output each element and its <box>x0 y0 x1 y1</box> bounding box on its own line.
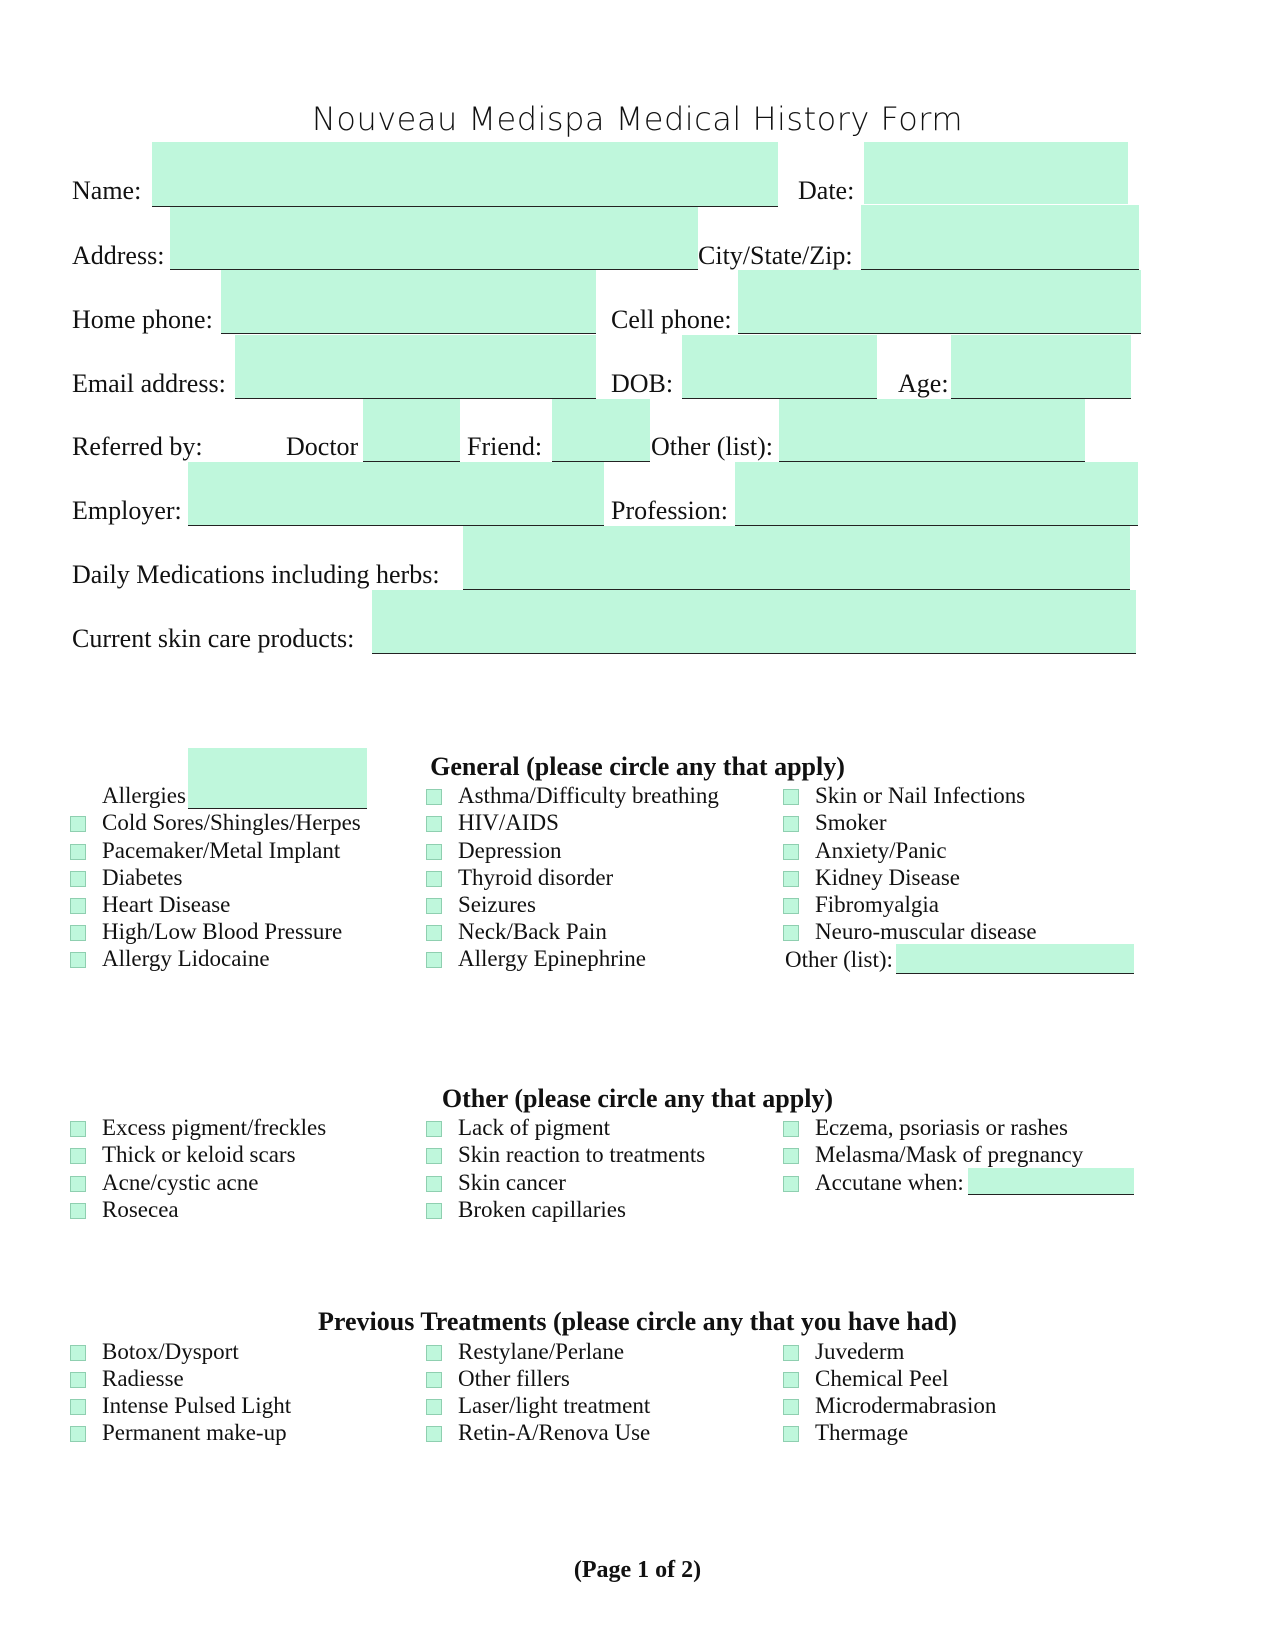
page-number: (Page 1 of 2) <box>573 1557 702 1583</box>
list-item: Permanent make-up <box>102 1419 287 1447</box>
date-label: Date: <box>798 176 855 205</box>
checkbox[interactable] <box>783 1345 799 1361</box>
email-label: Email address: <box>72 369 226 398</box>
list-item: Anxiety/Panic <box>815 837 947 865</box>
checkbox[interactable] <box>783 844 799 860</box>
address-field[interactable] <box>170 207 698 270</box>
checkbox[interactable] <box>426 898 442 914</box>
list-item: Lack of pigment <box>458 1114 610 1142</box>
list-item: Heart Disease <box>102 891 230 919</box>
allergies-label: Allergies <box>102 783 186 808</box>
other-referral-field[interactable] <box>779 399 1085 462</box>
date-field[interactable] <box>864 142 1128 204</box>
list-item: Broken capillaries <box>458 1196 626 1224</box>
checkbox[interactable] <box>783 1121 799 1137</box>
list-item: Botox/Dysport <box>102 1338 239 1366</box>
checkbox[interactable] <box>426 1176 442 1192</box>
checkbox[interactable] <box>426 1148 442 1164</box>
checkbox[interactable] <box>783 789 799 805</box>
friend-label: Friend: <box>467 432 543 461</box>
checkbox[interactable] <box>70 1203 86 1219</box>
checkbox[interactable] <box>70 1372 86 1388</box>
list-item: Fibromyalgia <box>815 891 939 919</box>
form-title: Nouveau Medispa Medical History Form <box>311 100 964 138</box>
list-item: Melasma/Mask of pregnancy <box>815 1141 1083 1169</box>
list-item: Chemical Peel <box>815 1365 949 1393</box>
accutane-field[interactable] <box>968 1168 1134 1195</box>
list-item: Seizures <box>458 891 536 919</box>
list-item: Skin or Nail Infections <box>815 782 1025 810</box>
checkbox[interactable] <box>70 1426 86 1442</box>
checkbox[interactable] <box>783 1399 799 1415</box>
checkbox[interactable] <box>426 789 442 805</box>
list-item: Acne/cystic acne <box>102 1169 258 1197</box>
checkbox[interactable] <box>426 816 442 832</box>
checkbox[interactable] <box>426 1121 442 1137</box>
checkbox[interactable] <box>70 898 86 914</box>
checkbox[interactable] <box>783 1372 799 1388</box>
checkbox[interactable] <box>426 844 442 860</box>
list-item: Asthma/Difficulty breathing <box>458 782 719 810</box>
employer-label: Employer: <box>72 496 182 525</box>
list-item: Other fillers <box>458 1365 570 1393</box>
checkbox[interactable] <box>70 1148 86 1164</box>
checkbox[interactable] <box>426 925 442 941</box>
medications-label: Daily Medications including herbs: <box>72 560 440 589</box>
list-item: Accutane when: <box>815 1169 964 1197</box>
age-field[interactable] <box>951 335 1131 399</box>
list-item: High/Low Blood Pressure <box>102 918 342 946</box>
list-item: Radiesse <box>102 1365 184 1393</box>
doctor-field[interactable] <box>363 399 460 462</box>
other-heading: Other (please circle any that apply) <box>441 1084 834 1113</box>
list-item: Smoker <box>815 809 887 837</box>
checkbox[interactable] <box>783 816 799 832</box>
list-item: Excess pigment/freckles <box>102 1114 326 1142</box>
list-item: Thyroid disorder <box>458 864 613 892</box>
list-item: Intense Pulsed Light <box>102 1392 291 1420</box>
skin-products-field[interactable] <box>372 590 1136 654</box>
checkbox[interactable] <box>426 1399 442 1415</box>
checkbox[interactable] <box>426 1345 442 1361</box>
checkbox[interactable] <box>70 925 86 941</box>
checkbox[interactable] <box>70 952 86 968</box>
list-item: Microdermabrasion <box>815 1392 996 1420</box>
checkbox[interactable] <box>70 1345 86 1361</box>
list-item: Thick or keloid scars <box>102 1141 296 1169</box>
dob-field[interactable] <box>682 335 877 399</box>
list-item: Rosecea <box>102 1196 179 1224</box>
email-field[interactable] <box>235 335 596 399</box>
list-item: Retin-A/Renova Use <box>458 1419 650 1447</box>
list-item: Depression <box>458 837 561 865</box>
skin-products-label: Current skin care products: <box>72 624 355 653</box>
list-item: Laser/light treatment <box>458 1392 650 1420</box>
list-item: Neck/Back Pain <box>458 918 607 946</box>
referred-label: Referred by: <box>72 432 203 461</box>
cell-phone-label: Cell phone: <box>611 305 732 334</box>
list-item: Diabetes <box>102 864 182 892</box>
home-phone-field[interactable] <box>221 270 596 334</box>
checkbox[interactable] <box>70 1121 86 1137</box>
medications-field[interactable] <box>463 526 1130 590</box>
allergies-field[interactable] <box>188 748 367 809</box>
list-item: HIV/AIDS <box>458 809 559 837</box>
profession-field[interactable] <box>735 462 1138 526</box>
checkbox[interactable] <box>70 1176 86 1192</box>
general-other-field[interactable] <box>896 944 1134 974</box>
checkbox[interactable] <box>783 871 799 887</box>
checkbox[interactable] <box>783 898 799 914</box>
name-field[interactable] <box>152 142 778 207</box>
doctor-label: Doctor <box>286 432 359 461</box>
list-item: Pacemaker/Metal Implant <box>102 837 340 865</box>
checkbox[interactable] <box>70 816 86 832</box>
friend-field[interactable] <box>552 399 650 462</box>
checkbox[interactable] <box>783 1148 799 1164</box>
checkbox[interactable] <box>70 1399 86 1415</box>
checkbox[interactable] <box>70 871 86 887</box>
dob-label: DOB: <box>611 369 674 398</box>
list-item: Allergy Epinephrine <box>458 945 646 973</box>
list-item: Skin reaction to treatments <box>458 1141 705 1169</box>
age-label: Age: <box>898 369 949 398</box>
general-heading: General (please circle any that apply) <box>430 752 845 781</box>
name-label: Name: <box>72 176 142 205</box>
list-item: Skin cancer <box>458 1169 566 1197</box>
treatments-heading: Previous Treatments (please circle any that you have had) <box>318 1307 957 1336</box>
list-item: Neuro-muscular disease <box>815 918 1037 946</box>
city-state-zip-field[interactable] <box>861 205 1139 270</box>
list-item: Kidney Disease <box>815 864 960 892</box>
home-phone-label: Home phone: <box>72 305 213 334</box>
checkbox[interactable] <box>783 1176 799 1192</box>
general-other-label: Other (list): <box>785 947 893 972</box>
checkbox[interactable] <box>783 1426 799 1442</box>
list-item: Eczema, psoriasis or rashes <box>815 1114 1068 1142</box>
other-list-label: Other (list): <box>651 432 774 461</box>
profession-label: Profession: <box>611 496 728 525</box>
list-item: Restylane/Perlane <box>458 1338 624 1366</box>
cell-phone-field[interactable] <box>738 270 1141 334</box>
list-item: Juvederm <box>815 1338 904 1366</box>
checkbox[interactable] <box>783 925 799 941</box>
employer-field[interactable] <box>188 462 604 526</box>
checkbox[interactable] <box>70 844 86 860</box>
city-label: City/State/Zip: <box>698 241 853 270</box>
list-item: Thermage <box>815 1419 908 1447</box>
list-item: Cold Sores/Shingles/Herpes <box>102 809 361 837</box>
checkbox[interactable] <box>426 1203 442 1219</box>
checkbox[interactable] <box>426 952 442 968</box>
address-label: Address: <box>72 241 165 270</box>
checkbox[interactable] <box>426 1426 442 1442</box>
checkbox[interactable] <box>426 871 442 887</box>
checkbox[interactable] <box>426 1372 442 1388</box>
list-item: Allergy Lidocaine <box>102 945 270 973</box>
